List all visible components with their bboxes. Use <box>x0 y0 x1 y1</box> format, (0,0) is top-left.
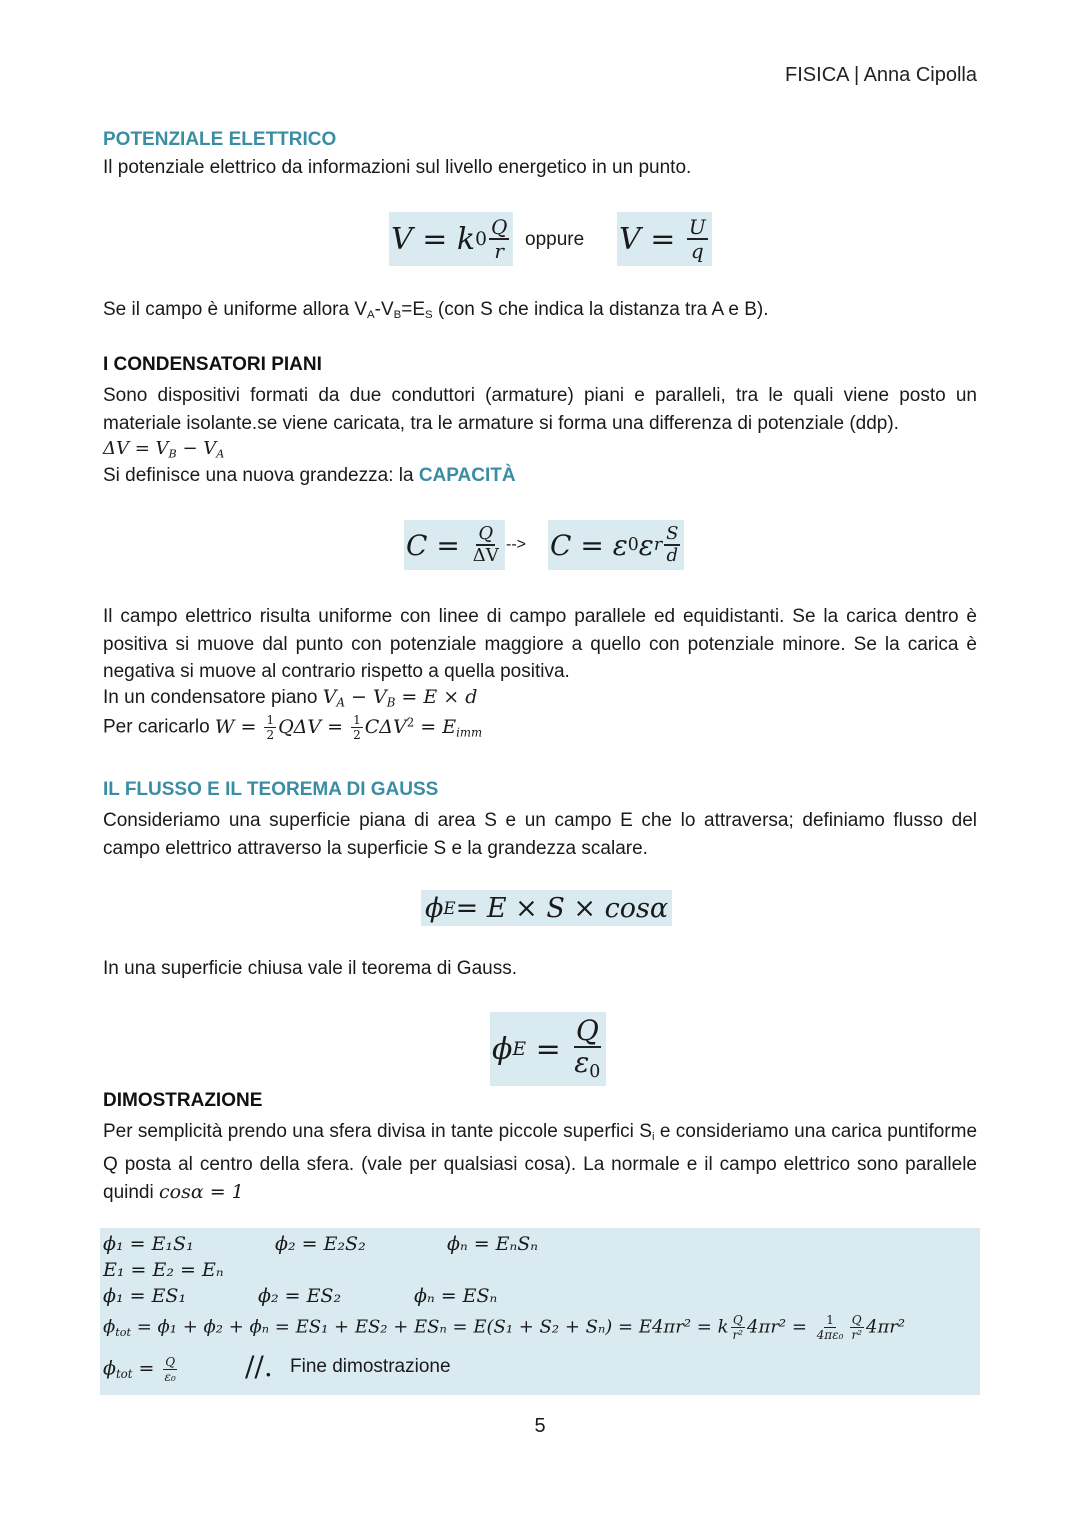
calc-row-4 <box>103 1314 905 1341</box>
math-subscript: tot <box>115 1325 131 1339</box>
dimostrazione-paragraph <box>103 1118 977 1206</box>
math-symbol: = <box>580 528 604 562</box>
text: Se il campo è uniforme allora V <box>103 299 368 320</box>
denominator: 2 <box>353 728 361 742</box>
text: Per semplicità prendo una sfera divisa in tante piccole superfici S <box>103 1121 652 1142</box>
fraction <box>572 1013 602 1082</box>
math-text: ϕ₁ = E₁S₁ <box>103 1233 194 1255</box>
numerator: 1 <box>266 713 275 727</box>
calc-row-2: E₁ = E₂ = Eₙ <box>103 1259 224 1281</box>
fraction <box>687 217 708 261</box>
math-text: CΔV <box>364 715 407 738</box>
math-symbol: C <box>550 528 572 562</box>
denominator: r <box>494 239 504 263</box>
end-text: Fine dimostrazione <box>290 1356 451 1377</box>
denominator: q <box>690 239 704 263</box>
condensatori-definition: Sono dispositivi formati da due conduttori (armature) piani e paralleli, tra le quali viene posto un materiale isolante.se viene caricata, tra le armature si forma una differenza di potenziale (ddp). <box>103 385 977 434</box>
fraction <box>163 1356 178 1383</box>
math-text: = E <box>414 715 457 738</box>
ddp-formula <box>103 438 224 460</box>
math-subscript: imm <box>456 725 483 740</box>
text: -V <box>374 299 394 320</box>
math-text: ϕ₂ = ES₂ <box>258 1285 342 1307</box>
math-subscript: 0 <box>627 535 639 555</box>
numerator: Q <box>732 1313 743 1327</box>
math-subscript: B <box>168 447 177 461</box>
uniform-field-paragraph: Il campo elettrico risulta uniforme con linee di campo parallele ed equidistanti. Se la carica dentro è positiva si muove dal punto con potenziale maggiore a quello con potenziale minore. Se la carica è negativa si muove al contrario rispetto a quella positiva. <box>103 606 977 682</box>
section-title-condensatori: I CONDENSATORI PIANI <box>103 354 322 375</box>
gauss-intro: In una superficie chiusa vale il teorema di Gauss. <box>103 958 517 979</box>
numerator: Q <box>165 1355 176 1369</box>
math-subscript: r <box>653 535 663 555</box>
math-text: 4πr² = <box>747 1316 813 1338</box>
math-symbol: ε <box>574 1045 590 1079</box>
page-header: FISICA | Anna Cipolla <box>785 64 977 86</box>
math-subscript: 0 <box>475 228 487 250</box>
math-text: ϕₙ = ESₙ <box>414 1285 498 1307</box>
text: In un condensatore piano <box>103 687 323 708</box>
arrow-connector: --> <box>506 536 526 553</box>
numerator: Q <box>490 215 508 239</box>
fraction <box>489 217 509 261</box>
fraction <box>730 1314 745 1341</box>
math-symbol: V <box>619 221 641 257</box>
math-symbol: ϕ <box>492 1031 513 1067</box>
math-symbol: = <box>436 528 460 562</box>
fraction <box>471 525 501 565</box>
math-subscript: E <box>443 898 456 918</box>
math-symbol: k <box>456 221 476 257</box>
math-text: QΔV = <box>278 715 350 738</box>
subscript: A <box>367 308 375 321</box>
math-subscript: tot <box>115 1367 133 1382</box>
math-symbol: ε <box>612 528 628 562</box>
connector-oppure: oppure <box>525 229 585 250</box>
uniform-field-text <box>103 299 768 321</box>
math-symbol: = <box>422 221 448 257</box>
math-symbol: = <box>535 1031 561 1067</box>
formula-potential-energy <box>617 212 712 266</box>
text: Si definisce una nuova grandezza: la <box>103 465 419 486</box>
text: (con S che indica la distanza tra A e B). <box>432 299 769 320</box>
math-subscript: A <box>336 695 345 710</box>
math-text: = E × d <box>395 686 478 708</box>
formula-capacity-plane <box>548 520 684 570</box>
inline-math: cosα = 1 <box>159 1180 244 1203</box>
text: Per caricarlo <box>103 716 215 738</box>
fraction <box>664 525 680 565</box>
denominator: ε₀ <box>164 1370 176 1384</box>
math-subscript: A <box>216 447 225 461</box>
subscript: S <box>425 308 433 321</box>
plane-capacitor-line <box>103 686 477 710</box>
math-symbol: = <box>650 221 676 257</box>
charge-formula <box>214 713 483 742</box>
formula-potential-coulomb <box>389 212 513 266</box>
math-text: − V <box>176 438 217 459</box>
end-marker: //. <box>245 1350 273 1383</box>
math-symbol: V <box>372 686 387 708</box>
math-symbol: ϕ <box>103 1357 116 1380</box>
math-symbol: = <box>132 1357 161 1380</box>
text: =E <box>401 299 426 320</box>
flux-definition: Consideriamo una superficie piana di area S e un campo E che lo attraversa; definiamo flusso del campo elettrico attraverso la superficie S e la grandezza scalare. <box>103 810 977 859</box>
math-text: ϕ₂ = E₂S₂ <box>275 1233 366 1255</box>
numerator: Q <box>851 1313 862 1327</box>
numerator: 1 <box>826 1313 834 1327</box>
plane-formula <box>323 686 478 708</box>
math-symbol: V <box>322 686 337 708</box>
proof-calculation-box <box>100 1228 980 1395</box>
page-number: 5 <box>534 1415 546 1437</box>
capacity-intro <box>103 465 516 487</box>
formula-capacity-definition <box>404 520 505 570</box>
section-title-potenziale: POTENZIALE ELETTRICO <box>103 129 337 150</box>
subscript: i <box>651 1130 655 1143</box>
denominator: 4πε₀ <box>816 1328 844 1342</box>
math-subscript: 0 <box>589 1061 601 1082</box>
numerator: Q <box>575 1013 599 1047</box>
math-text: = E × S × cosα <box>455 892 669 924</box>
math-subscript: B <box>386 695 396 710</box>
formula-gauss <box>490 1012 606 1086</box>
fraction <box>849 1314 864 1341</box>
math-subscript: E <box>512 1038 527 1060</box>
math-superscript: 2 <box>406 715 415 730</box>
fraction-half <box>264 714 276 741</box>
math-symbol: − <box>344 686 373 708</box>
math-symbol: ϕ <box>425 892 444 924</box>
denominator: r² <box>851 1328 862 1342</box>
denominator: ΔV <box>472 545 499 566</box>
math-symbol: C <box>406 528 428 562</box>
numerator: S <box>666 523 679 544</box>
formula-flux <box>421 890 672 926</box>
math-symbol: ε <box>638 528 654 562</box>
numerator: Q <box>478 523 494 544</box>
denominator <box>572 1045 602 1082</box>
denominator: 2 <box>266 728 275 742</box>
denominator: r² <box>732 1328 744 1342</box>
subscript: B <box>393 308 402 321</box>
fraction-half <box>351 714 363 741</box>
denominator: d <box>666 545 679 566</box>
math-symbol: V <box>391 221 413 257</box>
calc-row-5 <box>103 1350 451 1384</box>
math-text: ϕₙ = EₙSₙ <box>447 1233 538 1255</box>
fraction <box>815 1314 846 1341</box>
math-text: 4πr² <box>866 1316 906 1338</box>
potenziale-intro: Il potenziale elettrico da informazioni sul livello energetico in un punto. <box>103 157 692 178</box>
numerator: U <box>688 215 706 239</box>
charge-energy-line <box>103 714 482 741</box>
highlight-capacita: CAPACITÀ <box>418 465 516 486</box>
section-title-gauss: IL FLUSSO E IL TEOREMA DI GAUSS <box>103 779 439 800</box>
math-text: ϕ₁ = ES₁ <box>103 1285 187 1307</box>
math-text: = ϕ₁ + ϕ₂ + ϕₙ = ES₁ + ES₂ + ESₙ = E(S₁ + S₂ + Sₙ) = E4πr² = k <box>130 1316 729 1338</box>
section-title-dimostrazione: DIMOSTRAZIONE <box>103 1090 263 1111</box>
numerator: 1 <box>353 713 361 727</box>
math-text: ΔV = V <box>103 438 169 459</box>
text: e consideriamo una carica puntiforme Q posta al centro della sfera. (vale per qualsiasi cosa). La normale e il campo elettrico sono parallele quindi <box>103 1121 978 1203</box>
math-symbol: ϕ <box>103 1316 116 1338</box>
math-text: W = <box>214 715 263 738</box>
